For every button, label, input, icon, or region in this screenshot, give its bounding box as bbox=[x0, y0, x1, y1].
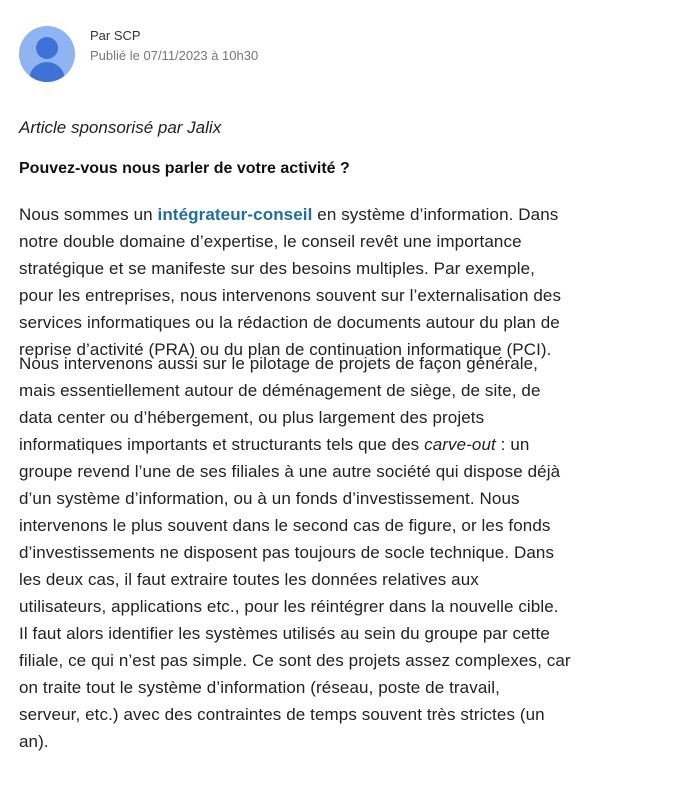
paragraph-line: utilisateurs, applications etc., pour les réintégrer dans la nouvelle cible. bbox=[19, 597, 559, 616]
paragraph-line: data center ou d’hébergement, ou plus largement des projets bbox=[19, 408, 485, 427]
paragraph-line: services informatiques ou la rédaction de documents autour du plan de bbox=[19, 313, 560, 332]
paragraph-line: serveur, etc.) avec des contraintes de temps souvent très strictes (un bbox=[19, 705, 545, 724]
paragraph-line: stratégique et se manifeste sur des besoins multiples. Par exemple, bbox=[19, 259, 536, 278]
sponsor-note: Article sponsorisé par Jalix bbox=[19, 118, 222, 137]
paragraph-line: d’un système d’information, ou à un fonds d’investissement. Nous bbox=[19, 489, 520, 508]
author-name: Par SCP bbox=[90, 28, 141, 43]
avatar bbox=[19, 26, 75, 82]
avatar-head-icon bbox=[36, 37, 58, 59]
paragraph-line: intervenons le plus souvent dans le second cas de figure, or les fonds bbox=[19, 516, 551, 535]
paragraph-line: les deux cas, il faut extraire toutes les données relatives aux bbox=[19, 570, 479, 589]
avatar-body-icon bbox=[29, 62, 65, 82]
paragraph-line: pour les entreprises, nous intervenons souvent sur l’externalisation des bbox=[19, 286, 562, 305]
paragraph-1 bbox=[19, 201, 561, 363]
question-heading: Pouvez-vous nous parler de votre activité ? bbox=[19, 160, 350, 177]
paragraph-line: Nous intervenons aussi sur le pilotage de projets de façon générale, bbox=[19, 354, 539, 373]
paragraph-line: filiale, ce qui n’est pas simple. Ce sont des projets assez complexes, car bbox=[19, 651, 571, 670]
paragraph-line: d’investissements ne disposent pas toujours de socle technique. Dans bbox=[19, 543, 555, 562]
author-block bbox=[19, 26, 258, 82]
publish-date: Publié le 07/11/2023 à 10h30 bbox=[90, 48, 259, 63]
paragraph-line: notre double domaine d’expertise, le conseil revêt une importance bbox=[19, 232, 522, 251]
paragraph-line: mais essentiellement autour de déménagement de siège, de site, de bbox=[19, 381, 541, 400]
text: en système d’information. Dans bbox=[312, 205, 559, 224]
paragraph-line: Il faut alors identifier les systèmes utilisés au sein du groupe par cette bbox=[19, 624, 550, 643]
text: Nous sommes un bbox=[19, 205, 158, 224]
paragraph-line: an). bbox=[19, 732, 49, 751]
text: : un bbox=[495, 435, 530, 454]
text: informatiques importants et structurants tels que des bbox=[19, 435, 425, 454]
paragraph-line: groupe revend l’une de ses filiales à une autre société qui dispose déjà bbox=[19, 462, 561, 481]
paragraph-line bbox=[19, 201, 561, 228]
integrateur-conseil-link[interactable]: intégrateur-conseil bbox=[157, 205, 313, 224]
paragraph-line: on traite tout le système d’information (réseau, poste de travail, bbox=[19, 678, 500, 697]
paragraph-line bbox=[19, 431, 571, 458]
carve-out-term: carve-out bbox=[424, 435, 496, 454]
paragraph-2 bbox=[19, 350, 571, 755]
paragraph-line: reprise d’activité (PRA) ou du plan de continuation informatique (PCI). bbox=[19, 340, 552, 359]
